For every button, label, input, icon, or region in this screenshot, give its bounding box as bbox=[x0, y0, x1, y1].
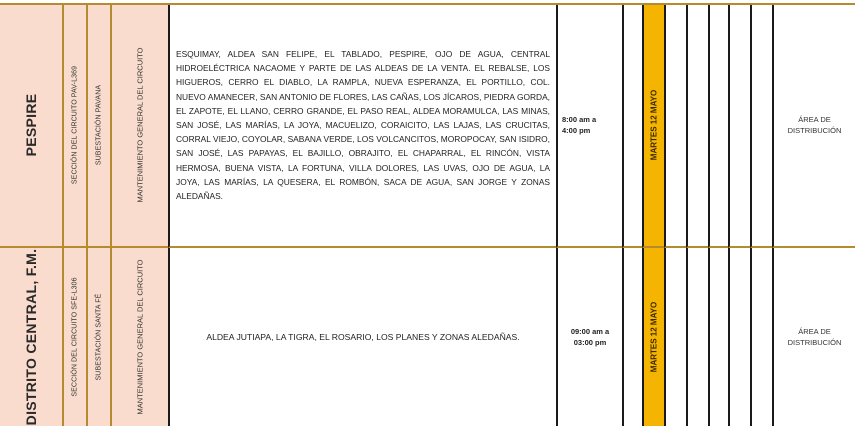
municipio-label: DISTRITO CENTRAL, F.M. bbox=[23, 248, 39, 426]
table-top-border bbox=[0, 3, 855, 5]
subestacion-cell bbox=[86, 4, 110, 248]
blank-col bbox=[622, 4, 642, 248]
blank-col bbox=[728, 4, 750, 248]
seccion-label: SECCIÓN DEL CIRCUITO PAV-L369 bbox=[71, 65, 79, 185]
blank-col bbox=[686, 4, 708, 248]
seccion-cell bbox=[62, 248, 86, 426]
municipio-cell bbox=[0, 248, 62, 426]
horario-cell bbox=[556, 4, 622, 248]
area-line-1: ÁREA DE bbox=[798, 327, 831, 336]
subestacion-label: SUBESTACIÓN PAVANA bbox=[95, 84, 103, 166]
lugares-cell bbox=[168, 248, 556, 426]
table-row bbox=[0, 4, 855, 248]
trabajo-cell bbox=[110, 248, 168, 426]
horario-text bbox=[562, 114, 618, 136]
horario-end: 4:00 pm bbox=[562, 126, 591, 135]
dia-cell bbox=[642, 248, 664, 426]
municipio-cell bbox=[0, 4, 62, 248]
horario-start: 09:00 am a bbox=[570, 327, 610, 336]
dia-label: MARTES 12 MAYO bbox=[649, 301, 659, 373]
table-row bbox=[0, 248, 855, 426]
horario-text bbox=[562, 326, 618, 348]
lugares-cell bbox=[168, 4, 556, 248]
blank-col bbox=[708, 4, 728, 248]
blank-col bbox=[622, 248, 642, 426]
blank-col bbox=[750, 4, 772, 248]
seccion-label: SECCIÓN DEL CIRCUITO SFE-L306 bbox=[71, 277, 79, 397]
blank-col bbox=[664, 4, 686, 248]
subestacion-label: SUBESTACIÓN SANTA FÉ bbox=[95, 293, 103, 381]
area-line-2: DISTRIBUCIÓN bbox=[787, 126, 842, 135]
blank-col bbox=[686, 248, 708, 426]
blank-col bbox=[664, 248, 686, 426]
dia-cell bbox=[642, 4, 664, 248]
municipio-label: PESPIRE bbox=[23, 93, 39, 157]
trabajo-label: MANTENIMIENTO GENERAL DEL CIRCUITO bbox=[135, 47, 145, 203]
trabajo-label: MANTENIMIENTO GENERAL DEL CIRCUITO bbox=[135, 259, 145, 415]
horario-start: 8:00 am a bbox=[562, 115, 597, 124]
dia-label: MARTES 12 MAYO bbox=[649, 89, 659, 161]
area-line-2: DISTRIBUCIÓN bbox=[787, 338, 842, 347]
trabajo-cell bbox=[110, 4, 168, 248]
blank-col bbox=[708, 248, 728, 426]
seccion-cell bbox=[62, 4, 86, 248]
horario-end: 03:00 pm bbox=[573, 338, 607, 347]
area-cell bbox=[772, 4, 855, 248]
blank-col bbox=[728, 248, 750, 426]
subestacion-cell bbox=[86, 248, 110, 426]
lugares-text: ESQUIMAY, ALDEA SAN FELIPE, EL TABLADO, PESPIRE, OJO DE AGUA, CENTRAL HIDROELÉCTRICA NACAOME Y PARTE DE LAS ALDEAS DE LA VENTA. EL REBALSE, LOS HIGUEROS, CERRO EL DIABLO, LA RAMPLA, NUEVA ESPERANZA, EL PORTILLO, COL. NUEVO AMANECER, SAN ANTONIO DE FLORES, LAS CAÑAS, LOS JÍCAROS, PIEDRA GORDA, EL ZAPOTE, EL LLANO, CERRO GRANDE, EL PASO REAL, ALDEA MORAMULCA, LAS MINAS, SAN JOSÉ, LAS MARÍAS, LA JOYA, MACUELIZO, CORAICITO, LAS LAJAS, LAS CRUCITAS, CORRAL VIEJO, COYOLAR, SABANA VERDE, LOS VOLCANCITOS, MOROPOCAY, SAN ISIDRO, SAN JOSÉ, LAS PAPAYAS, EL BAJILLO, OBRAJITO, EL CHAPARRAL, EL RINCÓN, VISTA HERMOSA, BUENA VISTA, LA FORTUNA, VILLA DOLORES, LAS UVAS, OJO DE AGUA, LA JOYA, LAS MARÍAS, LA QUESERA, EL ROMBÓN, SACA DE AGUA, SAN JORGE Y ZONAS ALEDAÑAS. bbox=[176, 48, 550, 201]
area-text bbox=[778, 326, 851, 348]
blank-col bbox=[750, 248, 772, 426]
horario-cell bbox=[556, 248, 622, 426]
area-text bbox=[778, 114, 851, 136]
area-cell bbox=[772, 248, 855, 426]
area-line-1: ÁREA DE bbox=[798, 115, 831, 124]
lugares-text: ALDEA JUTIAPA, LA TIGRA, EL ROSARIO, LOS PLANES Y ZONAS ALEDAÑAS. bbox=[206, 331, 520, 342]
